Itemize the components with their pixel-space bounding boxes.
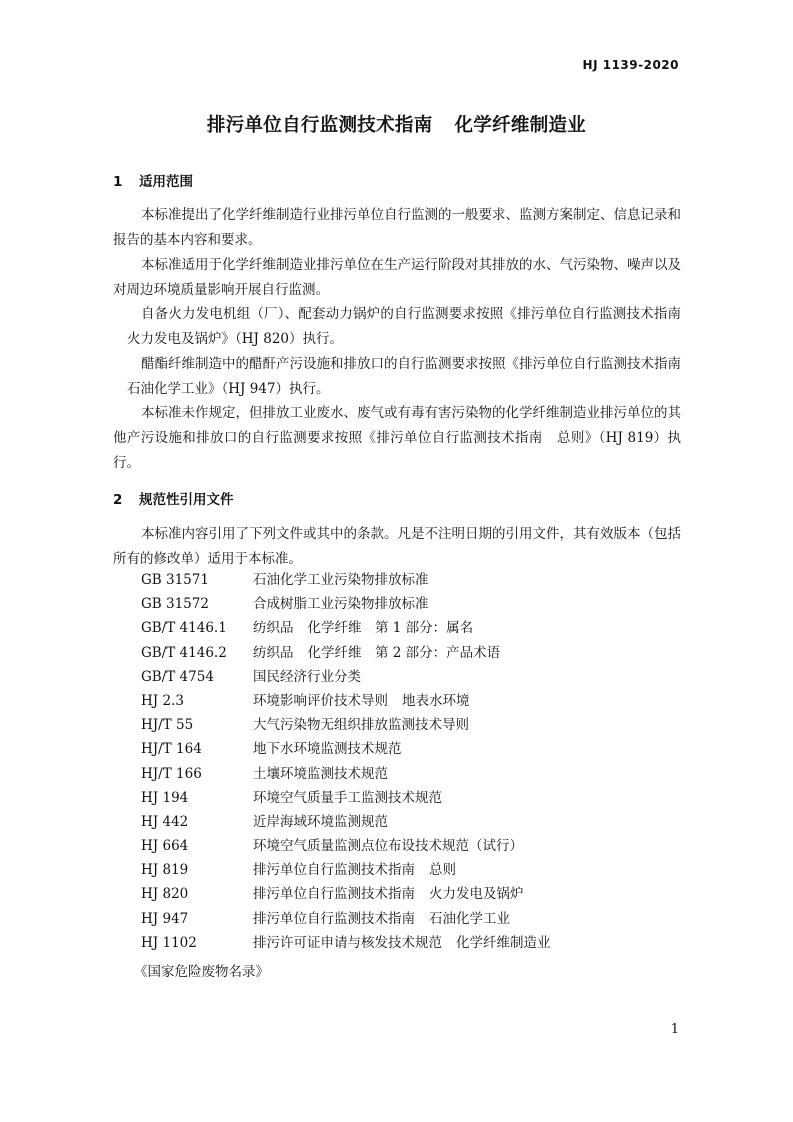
reference-code: GB 31572 — [141, 596, 209, 613]
reference-title: 排污许可证申请与核发技术规范 化学纤维制造业 — [253, 934, 551, 951]
page-number: 1 — [670, 1022, 679, 1037]
section-1-paragraph-3 — [113, 302, 681, 352]
reference-title: 大气污染物无组织排放监测技术导则 — [253, 717, 469, 734]
reference-title: 排污单位自行监测技术指南 总则 — [253, 862, 456, 879]
reference-item — [141, 592, 551, 616]
section-2-heading — [113, 488, 234, 508]
reference-item — [141, 907, 551, 931]
reference-code: HJ 194 — [141, 789, 189, 806]
reference-code: GB 31571 — [141, 572, 209, 588]
reference-title: 近岸海域环境监测规范 — [253, 813, 388, 830]
reference-item — [141, 568, 551, 592]
reference-list — [141, 568, 551, 955]
reference-title: 国民经济行业分类 — [253, 668, 361, 685]
section-2-title: 规范性引用文件 — [139, 492, 234, 508]
standard-code: HJ 1139-2020 — [582, 58, 679, 72]
reference-title: 土壤环境监测技术规范 — [253, 765, 388, 782]
reference-title: 环境空气质量手工监测技术规范 — [253, 789, 442, 806]
section-1-paragraph-2: 本标准适用于化学纤维制造业排污单位在生产运行阶段对其排放的水、气污染物、噪声以及对周边环境质量影响开展自行监测。 — [113, 257, 681, 298]
reference-title: 排污单位自行监测技术指南 火力发电及锅炉 — [253, 886, 524, 903]
paragraph-4-part-a: 醋酯纤维制造中的醋酐产污设施和排放口的自行监测要求按照《排污单位自行监测技术指南 — [141, 356, 681, 372]
reference-code: HJ 664 — [141, 838, 189, 855]
reference-code: GB/T 4146.2 — [141, 644, 227, 661]
paragraph-3-part-b: 火力发电及锅炉》（HJ 820）执行。 — [127, 331, 343, 347]
reference-item — [141, 762, 551, 786]
paragraph-5-part-a: 本标准未作规定，但排放工业废水、废气或有毒有害污染物的化学纤维制造业排污单位的其他产污设施和排放口的自行监测要求按照《排污单位自行监测技术指南 — [113, 405, 681, 446]
reference-code: HJ/T 55 — [141, 717, 194, 734]
reference-title: 环境空气质量监测点位布设技术规范（试行） — [253, 838, 523, 855]
title-part-1: 排污单位自行监测技术指南 — [206, 115, 433, 136]
reference-item — [141, 665, 551, 689]
reference-item — [141, 931, 551, 955]
section-1-title: 适用范围 — [139, 174, 193, 190]
reference-code: GB/T 4754 — [141, 668, 214, 685]
reference-item — [141, 858, 551, 882]
reference-code: HJ 2.3 — [141, 692, 184, 709]
reference-title: 地下水环境监测技术规范 — [253, 741, 402, 758]
paragraph-3-part-a: 自备火力发电机组（厂）、配套动力锅炉的自行监测要求按照《排污单位自行监测技术指南 — [141, 306, 681, 322]
page-title — [0, 111, 793, 137]
reference-item — [141, 713, 551, 737]
paragraph-4-part-b: 石油化学工业》（HJ 947）执行。 — [127, 381, 330, 397]
section-2-paragraph-1: 本标准内容引用了下列文件或其中的条款。凡是不注明日期的引用文件，其有效版本（包括所有的修改单）适用于本标准。 — [113, 526, 681, 567]
paragraph-5-part-b: 总则》（HJ 819）执行。 — [113, 430, 682, 471]
reference-code: HJ/T 164 — [141, 741, 202, 758]
reference-code: HJ 819 — [141, 862, 189, 879]
reference-item — [141, 689, 551, 713]
reference-item — [141, 737, 551, 761]
reference-title: 纺织品 化学纤维 第 1 部分：属名 — [253, 620, 474, 637]
reference-code: HJ 442 — [141, 813, 189, 830]
reference-title: 石油化学工业污染物排放标准 — [253, 572, 429, 588]
reference-title: 纺织品 化学纤维 第 2 部分：产品术语 — [253, 644, 501, 661]
reference-item — [141, 810, 551, 834]
reference-title: 排污单位自行监测技术指南 石油化学工业 — [253, 910, 510, 927]
reference-code: HJ 947 — [141, 910, 189, 927]
reference-item — [141, 786, 551, 810]
section-2-number: 2 — [113, 492, 123, 508]
reference-code: HJ 1102 — [141, 934, 197, 951]
hazardous-waste-list-reference: 《国家危险废物名录》 — [134, 964, 269, 980]
section-1-paragraph-5 — [113, 401, 681, 476]
reference-title: 环境影响评价技术导则 地表水环境 — [253, 692, 470, 709]
reference-item — [141, 834, 551, 858]
reference-item — [141, 616, 551, 640]
section-1-number: 1 — [113, 174, 123, 190]
section-1-heading — [113, 170, 193, 190]
reference-title: 合成树脂工业污染物排放标准 — [253, 596, 429, 613]
reference-code: GB/T 4146.1 — [141, 620, 227, 637]
reference-item — [141, 882, 551, 906]
reference-code: HJ/T 166 — [141, 765, 202, 782]
reference-code: HJ 820 — [141, 886, 189, 903]
section-1-paragraph-4 — [113, 352, 681, 402]
title-part-2: 化学纤维制造业 — [454, 115, 587, 136]
reference-item — [141, 641, 551, 665]
section-1-paragraph-1: 本标准提出了化学纤维制造行业排污单位自行监测的一般要求、监测方案制定、信息记录和报告的基本内容和要求。 — [113, 207, 681, 248]
